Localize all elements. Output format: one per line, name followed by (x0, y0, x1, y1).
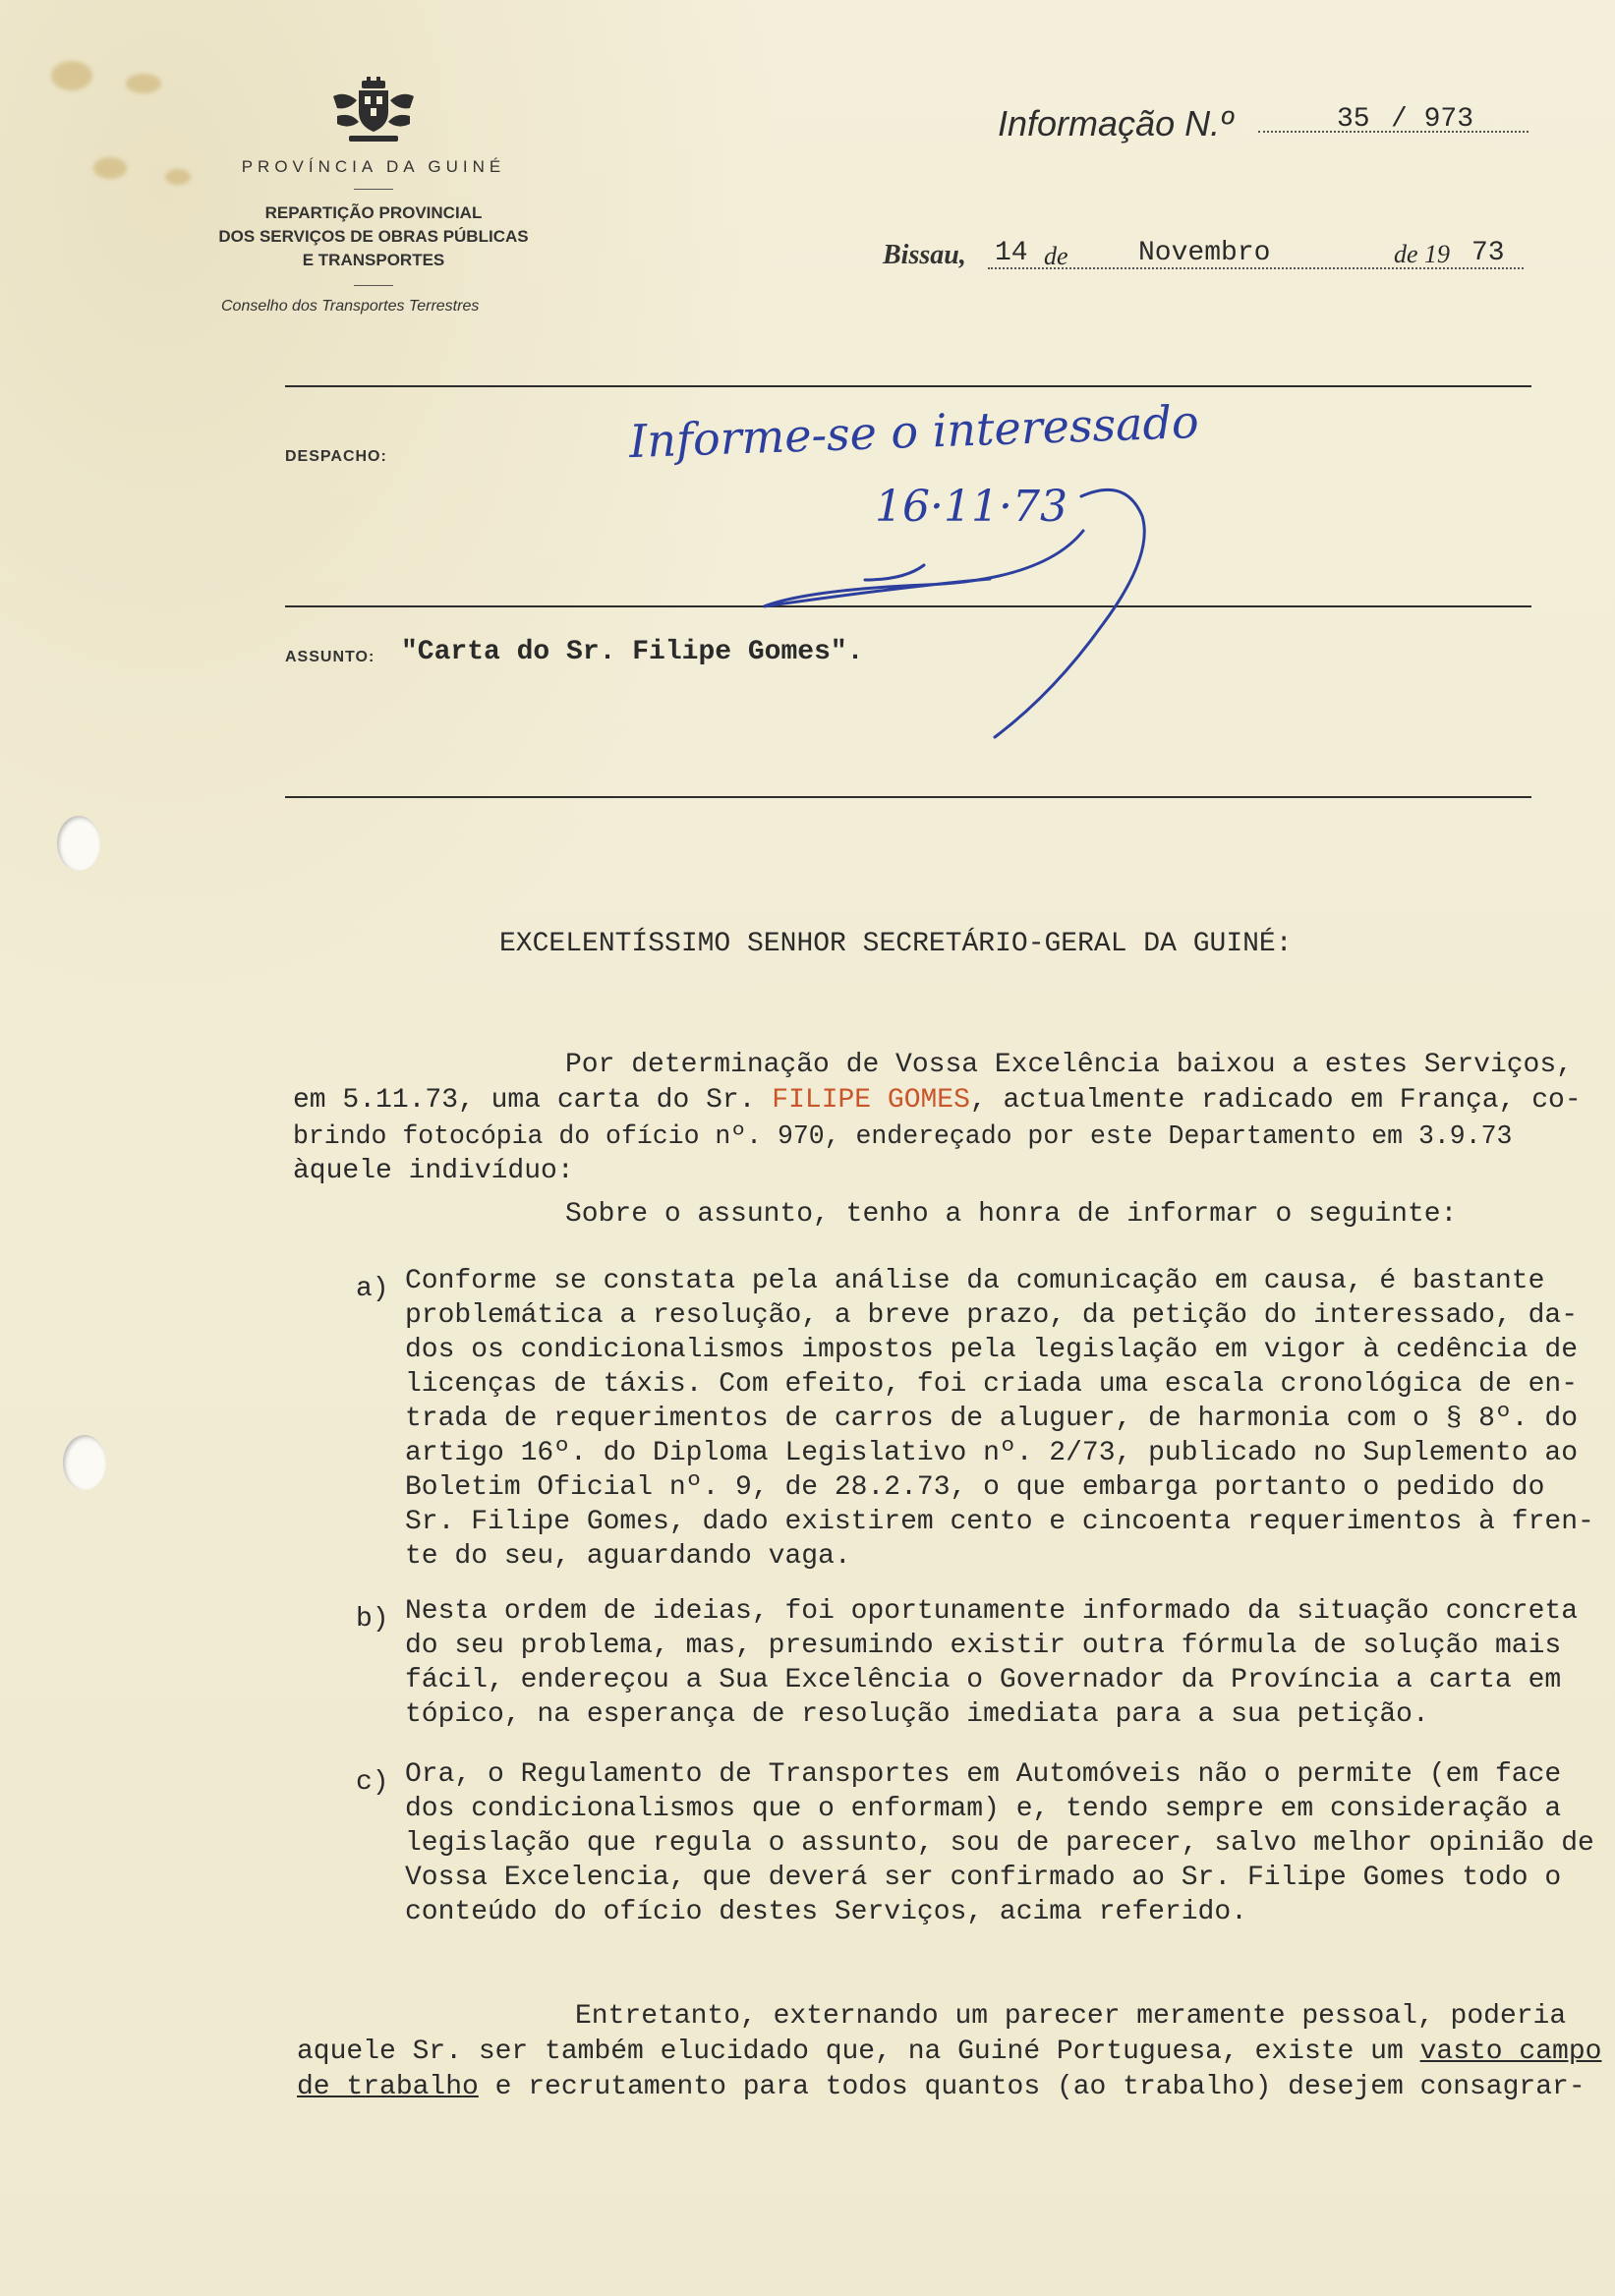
item-a-line: artigo 16º. do Diploma Legislativo nº. 2/73, publicado no Suplemento ao (405, 1438, 1578, 1468)
item-a-line: problemática a resolução, a breve prazo, da petição do interessado, da- (405, 1300, 1578, 1331)
item-label-b: b) (356, 1604, 389, 1635)
item-label-c: c) (356, 1767, 389, 1798)
item-a-line: dos os condicionalismos impostos pela legislação em vigor à cedência de (405, 1335, 1578, 1365)
intro-line: àquele indivíduo: (293, 1156, 574, 1186)
date-month: Novembro (1138, 238, 1271, 268)
item-c-line: Vossa Excelencia, que deverá ser confirmado ao Sr. Filipe Gomes todo o (405, 1863, 1562, 1893)
item-a-line: Boletim Oficial nº. 9, de 28.2.73, o que embarga portanto o pedido do (405, 1472, 1545, 1503)
final-text: e recrutamento para todos quantos (ao trabalho) desejem consagrar- (478, 2072, 1586, 2102)
intro-line (293, 1085, 1582, 1117)
underlined-text: de trabalho (297, 2072, 479, 2102)
salutation: EXCELENTÍSSIMO SENHOR SECRETÁRIO-GERAL DA GUINÉ: (499, 929, 1293, 959)
province-name: PROVÍNCIA DA GUINÉ (241, 157, 506, 176)
council-name: Conselho dos Transportes Terrestres (221, 298, 480, 315)
assunto-label: ASSUNTO: (285, 649, 375, 665)
item-c-line: legislação que regula o assunto, sou de parecer, salvo melhor opinião de (405, 1828, 1594, 1859)
item-c-line: conteúdo do ofício destes Serviços, acima referido. (405, 1897, 1247, 1927)
item-b-line: fácil, endereçou a Sua Excelência o Governador da Província a carta em (405, 1665, 1562, 1695)
information-number-label: Informação N.º (998, 103, 1234, 144)
assunto-value: "Carta do Sr. Filipe Gomes". (401, 637, 864, 667)
item-c-line: Ora, o Regulamento de Transportes em Automóveis não o permite (em face (405, 1759, 1562, 1790)
information-number: 35 (1337, 104, 1370, 135)
item-label-a: a) (356, 1274, 389, 1304)
intro-text: , actualmente radicado em França, co- (969, 1085, 1582, 1116)
highlighted-name: FILIPE GOMES (772, 1085, 970, 1116)
item-b-line: do seu problema, mas, presumindo existir outra fórmula de solução mais (405, 1631, 1562, 1661)
despacho-label: DESPACHO: (285, 448, 387, 465)
item-a-line: licenças de táxis. Com efeito, foi criada uma escala cronológica de en- (405, 1369, 1578, 1400)
final-text: aquele Sr. ser também elucidado que, na Guiné Portuguesa, existe um (297, 2037, 1420, 2067)
item-a-line: trada de requerimentos de carros de aluguer, de harmonia com o § 8º. do (405, 1404, 1578, 1434)
intro-line: Por determinação de Vossa Excelência baixou a estes Serviços, (565, 1050, 1573, 1080)
item-a-line: te do seu, aguardando vaga. (405, 1541, 851, 1572)
city-label: Bissau, (883, 240, 966, 270)
date-de: de (1044, 242, 1068, 270)
handwritten-dispatch-date: 16·11·73 (875, 482, 1067, 532)
handwritten-dispatch-note: Informe-se o interessado (628, 394, 1200, 469)
item-c-line: dos condicionalismos que o enformam) e, tendo sempre em consideração a (405, 1794, 1562, 1824)
item-b-line: tópico, na esperança de resolução imediata para a sua petição. (405, 1699, 1429, 1730)
sobre-line: Sobre o assunto, tenho a honra de informar o seguinte: (565, 1199, 1458, 1230)
information-year: / 973 (1391, 104, 1474, 135)
final-line (297, 2037, 1601, 2068)
department-line: E TRANSPORTES (302, 251, 445, 269)
department-line: REPARTIÇÃO PROVINCIAL (264, 203, 483, 222)
final-line (297, 2072, 1586, 2103)
final-line: Entretanto, externando um parecer meramente pessoal, poderia (575, 2001, 1567, 2032)
item-b-line: Nesta ordem de ideias, foi oportunamente informado da situação concreta (405, 1596, 1578, 1627)
intro-text: em 5.11.73, uma carta do Sr. (293, 1085, 773, 1116)
item-a-line: Conforme se constata pela análise da comunicação em causa, é bastante (405, 1266, 1545, 1296)
item-a-line: Sr. Filipe Gomes, dado existirem cento e cincoenta requerimentos à fren- (405, 1507, 1594, 1537)
date-year: 73 (1471, 238, 1505, 268)
date-day: 14 (995, 238, 1028, 268)
underlined-text: vasto campo (1419, 2037, 1602, 2067)
date-year-prefix: de 19 (1394, 240, 1451, 268)
intro-line: brindo fotocópia do ofício nº. 970, endereçado por este Departamento em 3.9.73 (293, 1121, 1513, 1151)
department-line: DOS SERVIÇOS DE OBRAS PÚBLICAS (218, 227, 529, 246)
